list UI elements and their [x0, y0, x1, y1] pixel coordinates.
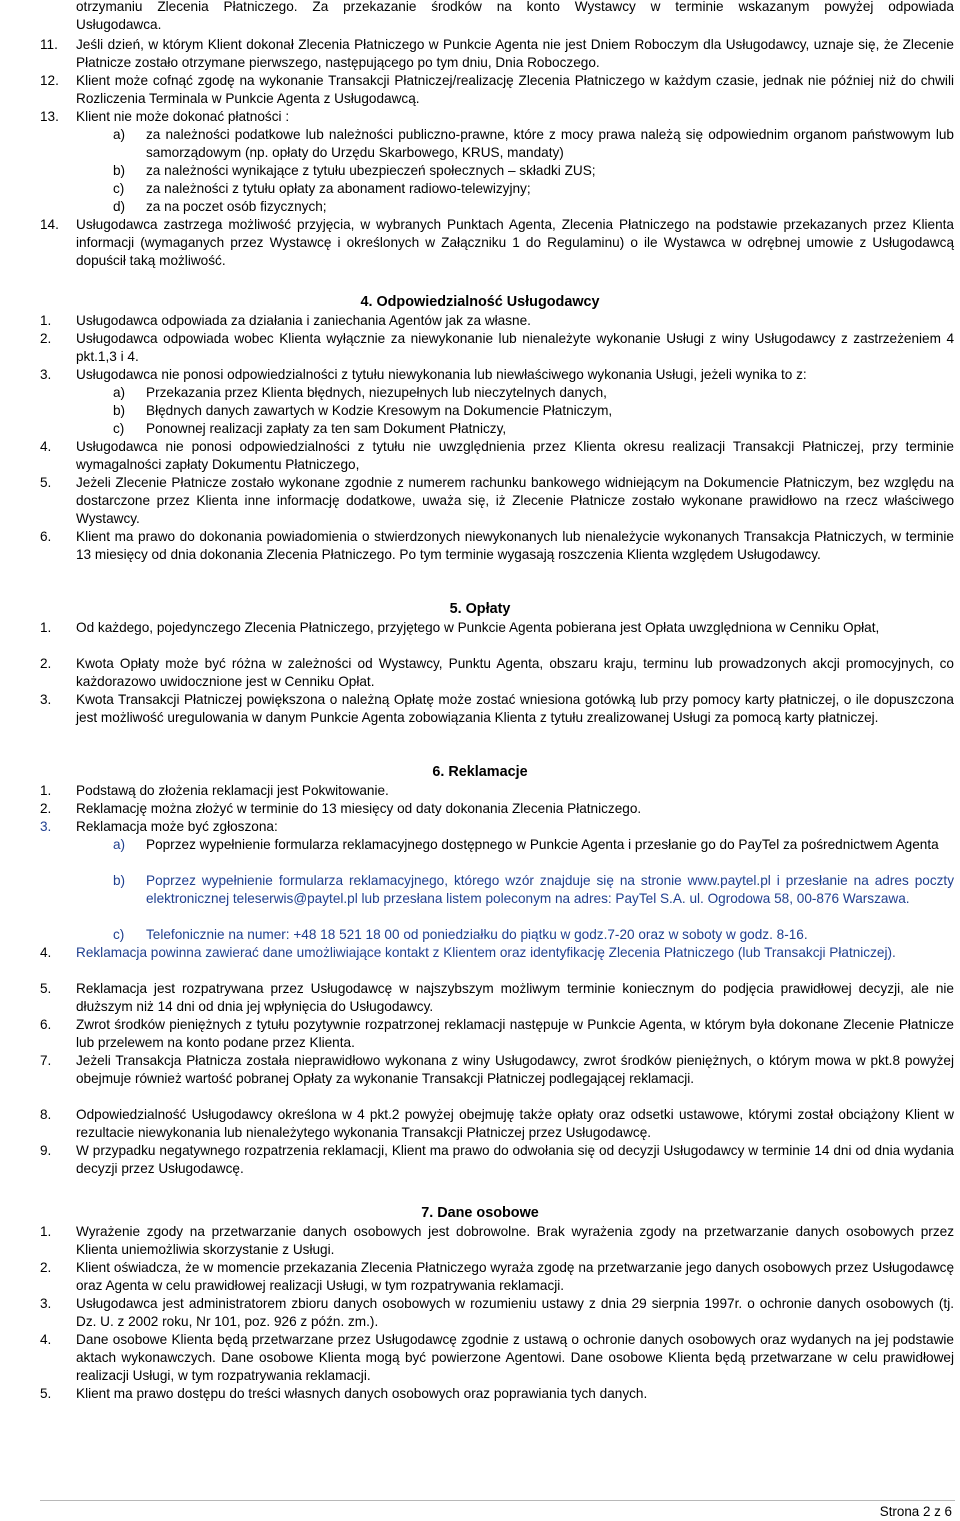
sub-text: Poprzez wypełnienie formularza reklamacyjnego, którego wzór znajduje się na stronie www.paytel.pl i przesłanie na adres poczty elektronicznej teleserwis@paytel.pl lub przesłana listem poleconym na adres: PayTel S.A. ul. Ogrodowa 58, 00-876 Warszawa. — [146, 873, 954, 906]
page-number: Strona 2 z 6 — [879, 1504, 952, 1519]
item-text: Dane osobowe Klienta będą przetwarzane przez Usługodawcę zgodnie z ustawą o ochronie danych osobowych oraz wydanych na jej podstawie aktach wykonawczych. Dane osobowe Klienta mogą być powierzone Agentowi. Dane osobowe Klienta będą przetwarzane w celu prawidłowej realizacji Usługi, w tym rozpatrywania reklamacji. — [76, 1332, 954, 1383]
sub-letter: b) — [113, 873, 126, 888]
item-number: 3. — [40, 1296, 52, 1311]
section-heading: 7. Dane osobowe — [421, 1205, 539, 1221]
item-text: Usługodawca jest administratorem zbioru danych osobowych w rozumieniu ustawy z dnia 29 sierpnia 1997r. o ochronie danych osobowych (tj. Dz. U. z 2002 roku, Nr 101, poz. 926 z późn. zm.). — [76, 1296, 954, 1329]
item-text: Usługodawca zastrzega możliwość przyjęcia, w wybranych Punktach Agenta, Zlecenia Płatniczego na podstawie przekazanych przez Klienta informacji (wymaganych przez Wystawcę i określonych w Załączniku 1 do Regulaminu) o ile Wystawca w odrębnej umowie z Usługodawcą dopuścił taką możliwość. — [76, 217, 954, 268]
item-text: Reklamacja może być zgłoszona: — [76, 819, 278, 834]
sub-text: Telefonicznie na numer: +48 18 521 18 00 od poniedziałku do piątku w godz.7-20 oraz w soboty w godz. 8-16. — [146, 927, 808, 942]
item-number: 1. — [40, 620, 52, 635]
item-number: 6. — [40, 529, 52, 544]
item-text: Jeśli dzień, w którym Klient dokonał Zlecenia Płatniczego w Punkcie Agenta nie jest Dniem Roboczym dla Usługodawcy, uznaje się, że Zlecenie Płatnicze zostało otrzymane pierwszego, następującego po tym dniu, Dnia Roboczego. — [76, 37, 954, 70]
sub-letter: c) — [113, 181, 125, 196]
sub-letter: c) — [113, 927, 125, 942]
sub-text: za należności wynikające z tytułu ubezpieczeń społecznych – składki ZUS; — [146, 163, 596, 178]
item-number: 4. — [40, 439, 52, 454]
item-number: 2. — [40, 331, 52, 346]
item-number: 2. — [40, 656, 52, 671]
item-number: 2. — [40, 801, 52, 816]
sub-letter: c) — [113, 421, 125, 436]
sub-letter: a) — [113, 385, 126, 400]
item-text: Odpowiedzialność Usługodawcy określona w 4 pkt.2 powyżej obejmuję także opłaty oraz odsetki ustawowe, którymi został obciążony Klient w rezultacie niewykonania lub nienależytego wykonania Transakcji Płatniczej przez Usługodawcę. — [76, 1107, 954, 1140]
item-text: Klient może cofnąć zgodę na wykonanie Transakcji Płatniczej/realizację Zlecenia Płatniczego w każdym czasie, jednak nie później niż do chwili Rozliczenia Terminala w Punkcie Agenta z Usługodawcą. — [76, 73, 954, 106]
item-text: Usługodawca odpowiada wobec Klienta wyłącznie za niewykonanie lub nienależyte wykonanie Usługi z winy Usługodawcy z zastrzeżeniem 4 pkt.1,3 i 4. — [76, 331, 954, 364]
item-number: 6. — [40, 1017, 52, 1032]
item-text: Klient nie może dokonać płatności : — [76, 109, 290, 124]
item-text: Usługodawca odpowiada za działania i zaniechania Agentów jak za własne. — [76, 313, 531, 328]
item-text: Reklamację można złożyć w terminie do 13 miesięcy od daty dokonania Zlecenia Płatniczego. — [76, 801, 642, 816]
sub-letter: d) — [113, 199, 126, 214]
item-text: Kwota Opłaty może być różna w zależności od Wystawcy, Punktu Agenta, obszaru kraju, terminu lub prowadzonych akcji promocyjnych, co każdorazowo uwidocznione jest w Cenniku Opłat. — [76, 656, 954, 689]
item-number: 9. — [40, 1143, 52, 1158]
item-number: 3. — [40, 819, 52, 834]
item-number: 13. — [40, 109, 59, 124]
item-text: Klient ma prawo do dokonania powiadomienia o stwierdzonych niewykonanych lub nienależycie wykonanych Transakcja Płatniczych, w terminie 13 miesięcy od dnia dokonania Zlecenia Płatniczego. Po tym terminie wygasają roszczenia Klienta względem Usługodawcy. — [76, 529, 954, 562]
item-text: Usługodawca nie ponosi odpowiedzialności z tytułu niewykonania lub niewłaściwego wykonania Usługi, jeżeli wynika to z: — [76, 367, 807, 382]
item-number: 11. — [40, 37, 58, 52]
sub-text: za należności z tytułu opłaty za abonament radiowo-telewizyjny; — [146, 181, 531, 196]
item-text: Podstawą do złożenia reklamacji jest Pokwitowanie. — [76, 783, 389, 798]
sub-text: Błędnych danych zawartych w Kodzie Kresowym na Dokumencie Płatniczym, — [146, 403, 613, 418]
sub-letter: b) — [113, 403, 126, 418]
item-number: 2. — [40, 1260, 52, 1275]
item-number: 5. — [40, 981, 52, 996]
sub-letter: b) — [113, 163, 126, 178]
item-number: 3. — [40, 367, 52, 382]
item-text: Zwrot środków pieniężnych z tytułu pozytywnie rozpatrzonej reklamacji następuje w Punkcie Agenta, w którym była dokonane Zlecenie Płatnicze lub przelewem na konto podane przez Klienta. — [76, 1017, 954, 1050]
item-text: Jeżeli Transakcja Płatnicza została nieprawidłowo wykonana z winy Usługodawcy, zwrot środków pieniężnych, o którym mowa w pkt.8 powyżej obejmuje również wartość pobranej Opłaty za wykonanie Transakcji Płatniczej podlegającej reklamacji. — [76, 1053, 954, 1086]
item-text: Klient oświadcza, że w momencie przekazania Zlecenia Płatniczego wyraża zgodę na przetwarzanie jego danych osobowych przez Usługodawcę oraz Agenta w celu prawidłowej realizacji Usługi, w tym rozpatrywania reklamacji. — [76, 1260, 954, 1293]
section-heading: 6. Reklamacje — [432, 764, 528, 780]
item-text: Kwota Transakcji Płatniczej powiększona o należną Opłatę może zostać wniesiona gotówką lub przy pomocy karty płatniczej, o ile dopuszczona jest możliwość uregulowania w danym Punkcie Agenta zobowiązania Klienta z tytułu zrealizowanej Usługi za pomocą karty płatniczej. — [76, 692, 954, 725]
footer-divider — [40, 1500, 955, 1501]
item-number: 5. — [40, 1386, 52, 1401]
item-text: Wyrażenie zgody na przetwarzanie danych osobowych jest dobrowolne. Brak wyrażenia zgody na przetwarzanie danych osobowych przez Klienta uniemożliwia skorzystanie z Usługi. — [76, 1224, 954, 1257]
item-number: 8. — [40, 1107, 52, 1122]
item-text: Jeżeli Zlecenie Płatnicze zostało wykonane zgodnie z numerem rachunku bankowego widniejącym na Dokumencie Płatniczym, bez względu na dostarczone przez Klienta inne informację dodatkowe, uważa się, iż Zlecenie Płatnicze zostało wykonane prawidłowo na rzecz właściwego Wystawcy. — [76, 475, 954, 526]
sub-text: Ponownej realizacji zapłaty za ten sam Dokument Płatniczy, — [146, 421, 507, 436]
item-text: Od każdego, pojedynczego Zlecenia Płatniczego, przyjętego w Punkcie Agenta pobierana jest Opłata uwzględniona w Cenniku Opłat, — [76, 620, 880, 635]
item-text: W przypadku negatywnego rozpatrzenia reklamacji, Klient ma prawo do odwołania się od decyzji Usługodawcy w terminie 14 dni od dnia wydania decyzji przez Usługodawcę. — [76, 1143, 954, 1176]
item-text: Klient ma prawo dostępu do treści własnych danych osobowych oraz poprawiania tych danych. — [76, 1386, 648, 1401]
item-number: 3. — [40, 692, 52, 707]
item-number: 4. — [40, 945, 52, 960]
intro-line-1: otrzymaniu Zlecenia Płatniczego. Za przekazanie środków na konto Wystawcy w terminie wskazanym powyżej odpowiada — [76, 0, 954, 14]
sub-text: Poprzez wypełnienie formularza reklamacyjnego dostępnego w Punkcie Agenta i przesłanie go do PayTel za pośrednictwem Agenta — [146, 837, 939, 852]
item-number: 1. — [40, 313, 52, 328]
item-text: Reklamacja jest rozpatrywana przez Usługodawcę w najszybszym możliwym terminie koniecznym do podjęcia prawidłowej decyzji, ale nie dłuższym niż 14 dni od dnia jej wpłynięcia do Usługodawcy. — [76, 981, 954, 1014]
sub-text: za należności podatkowe lub należności publiczno-prawne, które z mocy prawa należą się odpowiednim organom państwowym lub samorządowym (np. opłaty do Urzędu Skarbowego, KRUS, mandaty) — [146, 127, 954, 160]
item-text: Usługodawca nie ponosi odpowiedzialności z tytułu nie uwzględnienia przez Klienta okresu realizacji Transakcji Płatniczej, przy terminie wymagalności zapłaty Dokumentu Płatniczego, — [76, 439, 954, 472]
intro-line-2: Usługodawca. — [76, 17, 162, 32]
section-heading: 5. Opłaty — [449, 601, 511, 617]
section-heading: 4. Odpowiedzialność Usługodawcy — [360, 294, 600, 310]
item-number: 5. — [40, 475, 52, 490]
sub-letter: a) — [113, 127, 126, 142]
item-number: 1. — [40, 783, 52, 798]
item-number: 14. — [40, 217, 59, 232]
sub-text: Przekazania przez Klienta błędnych, niezupełnych lub nieczytelnych danych, — [146, 385, 607, 400]
sub-letter: a) — [113, 837, 126, 852]
item-number: 4. — [40, 1332, 52, 1347]
item-number: 1. — [40, 1224, 52, 1239]
item-number: 12. — [40, 73, 59, 88]
item-number: 7. — [40, 1053, 52, 1068]
item-text: Reklamacja powinna zawierać dane umożliwiające kontakt z Klientem oraz identyfikację Zlecenia Płatniczego (lub Transakcji Płatniczej). — [76, 945, 896, 960]
sub-text: za na poczet osób fizycznych; — [146, 199, 327, 214]
